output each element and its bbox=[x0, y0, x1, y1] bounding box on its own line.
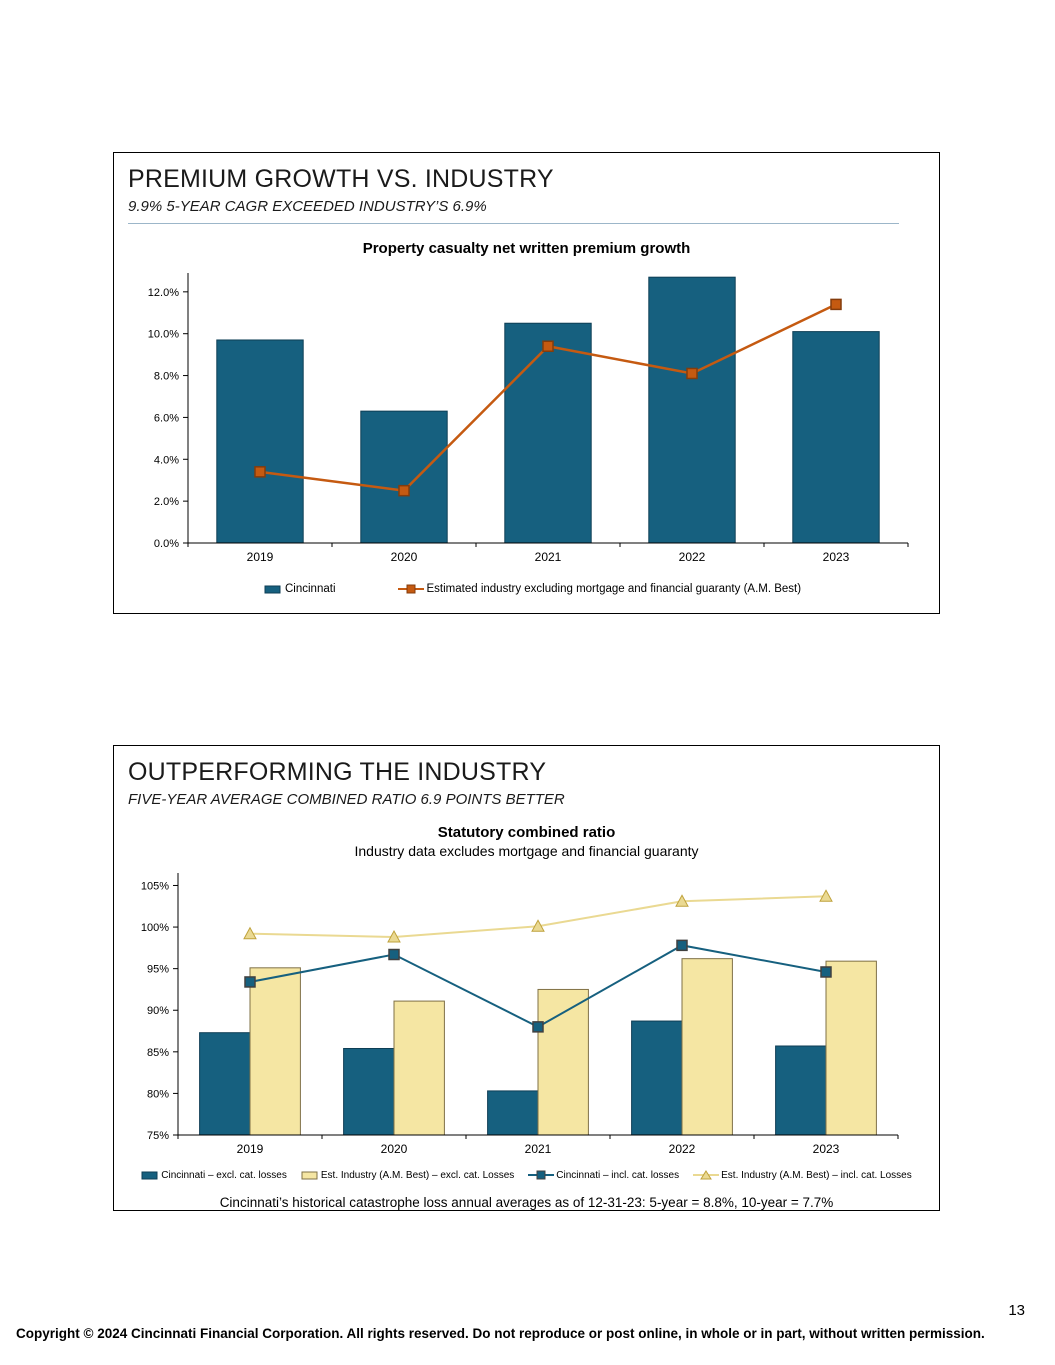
legend-item-industry-incl-cat bbox=[693, 1169, 912, 1181]
svg-text:2019: 2019 bbox=[236, 1142, 263, 1156]
svg-text:2021: 2021 bbox=[534, 550, 561, 564]
svg-text:2021: 2021 bbox=[524, 1142, 551, 1156]
cincinnati-bar-swatch bbox=[264, 584, 282, 595]
legend-item-cincinnati-excl-cat bbox=[141, 1170, 287, 1181]
svg-text:6.0%: 6.0% bbox=[153, 412, 179, 425]
combined-ratio-legend bbox=[114, 1169, 939, 1181]
svg-text:2020: 2020 bbox=[390, 550, 417, 564]
cincinnati-incl-cat-swatch bbox=[528, 1169, 554, 1181]
svg-text:80%: 80% bbox=[146, 1088, 169, 1101]
combined-ratio-chart bbox=[122, 863, 932, 1163]
panel-title: PREMIUM GROWTH VS. INDUSTRY bbox=[128, 165, 554, 193]
catastrophe-loss-footnote: Cincinnati’s historical catastrophe loss annual averages as of 12-31-23: 5-year = 8.8%, 10-year = 7.7% bbox=[219, 1195, 834, 1210]
svg-text:2020: 2020 bbox=[380, 1142, 407, 1156]
legend-item-cincinnati bbox=[264, 583, 336, 595]
svg-text:100%: 100% bbox=[140, 922, 169, 935]
svg-text:0.0%: 0.0% bbox=[153, 538, 179, 550]
chart-title: Statutory combined ratio bbox=[437, 824, 616, 841]
svg-text:105%: 105% bbox=[140, 880, 169, 893]
panel-subtitle: 9.9% 5-YEAR CAGR EXCEEDED INDUSTRY’S 6.9% bbox=[128, 198, 487, 215]
panel-subtitle: FIVE-YEAR AVERAGE COMBINED RATIO 6.9 POINTS BETTER bbox=[128, 791, 565, 808]
panel-title: OUTPERFORMING THE INDUSTRY bbox=[128, 758, 547, 786]
svg-text:8.0%: 8.0% bbox=[153, 370, 179, 383]
svg-text:2019: 2019 bbox=[246, 550, 273, 564]
svg-text:2022: 2022 bbox=[668, 1142, 695, 1156]
svg-text:2023: 2023 bbox=[822, 550, 849, 564]
svg-text:2022: 2022 bbox=[678, 550, 705, 564]
legend-item-industry-estimate bbox=[398, 583, 802, 595]
legend-item-cincinnati-incl-cat bbox=[528, 1169, 679, 1181]
legend-label: Est. Industry (A.M. Best) – incl. cat. Losses bbox=[721, 1169, 912, 1181]
industry-excl-cat-swatch bbox=[301, 1170, 319, 1181]
svg-text:12.0%: 12.0% bbox=[147, 286, 179, 299]
svg-text:10.0%: 10.0% bbox=[147, 328, 179, 341]
legend-label: Cincinnati – incl. cat. losses bbox=[556, 1169, 680, 1181]
svg-text:4.0%: 4.0% bbox=[153, 454, 179, 467]
legend-label: Est. Industry (A.M. Best) – excl. cat. Losses bbox=[320, 1169, 515, 1181]
industry-incl-cat-swatch bbox=[693, 1169, 719, 1181]
svg-text:2023: 2023 bbox=[812, 1142, 839, 1156]
legend-label: Cincinnati – excl. cat. losses bbox=[161, 1169, 287, 1181]
chart-title: Property casualty net written premium growth bbox=[362, 240, 691, 257]
chart-subtitle: Industry data excludes mortgage and financial guaranty bbox=[354, 843, 699, 859]
svg-text:75%: 75% bbox=[146, 1130, 169, 1142]
industry-line-swatch bbox=[398, 583, 424, 595]
legend-label: Cincinnati bbox=[285, 583, 336, 595]
combined-ratio-panel bbox=[113, 745, 940, 1211]
svg-text:85%: 85% bbox=[146, 1046, 169, 1059]
title-divider bbox=[128, 223, 899, 224]
premium-chart-legend bbox=[114, 583, 939, 595]
svg-text:90%: 90% bbox=[146, 1005, 169, 1018]
legend-item-industry-excl-cat bbox=[301, 1170, 514, 1181]
copyright-footer: Copyright © 2024 Cincinnati Financial Corporation. All rights reserved. Do not reproduce or post online, in whole or in part, without written permission. bbox=[16, 1326, 985, 1341]
svg-text:95%: 95% bbox=[146, 963, 169, 976]
page-number: 13 bbox=[1008, 1302, 1025, 1319]
svg-text:2.0%: 2.0% bbox=[153, 496, 179, 509]
premium-growth-panel bbox=[113, 152, 940, 614]
legend-label: Estimated industry excluding mortgage and financial guaranty (A.M. Best) bbox=[426, 583, 802, 595]
premium-growth-chart bbox=[122, 261, 932, 579]
cincinnati-excl-cat-swatch bbox=[141, 1170, 159, 1181]
